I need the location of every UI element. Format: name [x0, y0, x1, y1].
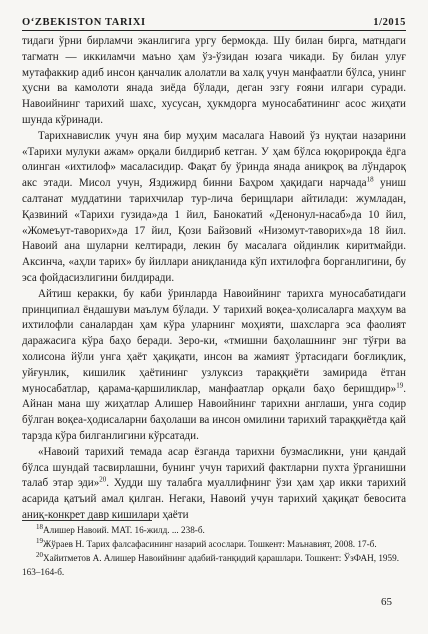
paragraph-3-text: Айтиш керакки, бу каби ўринларда Навоийнинг тарихга муносабатидаги принципиал ёндашуви маълум бўлади. У тарихий воқеа-ҳолисаларга маҳхум ва ихтилофли саналардан ҳам кўра уларнинг моҳияти, шахсларга эса фаолият даражасига кўра баҳо беради. Зеро-ки, «тмишни баҳолашнинг энг тўғри ва холисона йўли унга ҳаёт ҳақиқати, инсон ва жамият ўртасидаги боғлиқлик, уйғунлик, кишилик ҳаётининг узлуксиз тараққиёти замирида ётган муносабатлар, қарама-қаршиликлар, манфаатлар орқали баҳо беришдир»	[22, 287, 406, 395]
paragraph-2-text: Тарихнавислик учун яна бир муҳим масалага Навоий ўз нуқтаи назарини «Тарихи мулуки ажам» орқали билдириб кетган. У ҳам бўлса юқорироқда ёдга олинган «ихтилоф» масаласидир. Фақат бу ўринда янада аниқроқ ва лўндароқ акс этади. Мисол учун, Яздижирд бинни Баҳром ҳақидаги нарчада	[22, 129, 406, 190]
paragraph-2-text-cont: униш салтанат муддатини тарихчилар тур-лича берищлари айтилади: жумладан, Қазвиний «Тарихи гузида»да 1 йил, Банокатий «Денонул-насаб»да 10 йил, «Жомеъут-таворих»да 17 йил, Қози Байзовий «Низомут-таворих»да 18 йил. Навоий ана шуларни келтиради, лекин бу масалага ойдинлик киритмайди. Аксинча, «аҳли тарих» бу йиллари аниқланида кўп ихтилофга борганлигини, бу эса фойдасизлигини билдиради.	[22, 177, 407, 284]
footnote-rule	[22, 520, 152, 521]
footnote-text: Жўраев Н. Тарих фалсафасининг назарий асослари. Тошкент: Маънавият, 2008. 17-б.	[43, 539, 377, 550]
footnote-ref-19[interactable]: 19	[396, 380, 404, 389]
footnote-18	[22, 524, 406, 537]
footnote-ref-18[interactable]: 18	[366, 175, 374, 184]
paragraph-2	[22, 129, 406, 287]
page-number: 65	[381, 596, 392, 608]
paragraph-3-text-cont: . Айнан мана шу жиҳатлар Алишер Навоийнинг тарихни англаши, унга содир бўлган воқеа-ҳодисаларни баҳолаши ва инсон омилини тарихий тараққиётда қай тарзда кўра билганлигини кўрсатади.	[22, 382, 406, 442]
footnote-number: 19	[36, 537, 43, 546]
header-rule	[22, 30, 406, 31]
journal-title: O‘ZBEKISTON TARIXI	[22, 17, 146, 28]
footnote-19	[22, 538, 406, 551]
footnotes	[22, 520, 406, 580]
paragraph-1: тидаги ўрни бирламчи эканлигига ургу бермокда. Шу билан бирга, матндаги тагматн — иккиламчи маъно ҳам ўз-ўзидан юзага чикади. Бу билан улуғ мутафаккир адиб инсон қанчалик алолатли ва халқ учун манфаатли бўлса, унинг ҳусни ва камолоти янада зиёда бўлади, деган эзгу ғояни илгари суради. Навоийнинг тарихий шахс, хусусан, ҳукмдорга муносабатининг асос жиҳати шунда кўринади.	[22, 35, 406, 126]
footnote-text: Хайитметов А. Алишер Навоийнинг адабий-танқидий қарашлари. Тошкент: ЎзФАН, 1959. 163–164-б.	[22, 553, 400, 577]
footnote-ref-20[interactable]: 20	[99, 475, 107, 484]
paragraph-4-text-cont: . Худди шу талабга муаллифнинг ўзи ҳам ҳар икки тарихий асарида қатъий амал қилган. Негаки, Навоий учун тарихий ҳақиқат бевосита аниқ-конкрет давр кишилари ҳаёти	[22, 477, 407, 521]
footnote-20	[22, 552, 406, 578]
footnote-number: 18	[36, 522, 43, 531]
footnote-number: 20	[36, 551, 43, 560]
paragraph-4-text: «Навоий тарихий темада асар ёзганда тарихни бузмасликни, уни қандай бўлса шундай тасвирлашни, бунинг учун тарихий фактларни пухта ўрганишни талаб этар эди»	[22, 445, 406, 490]
article-body	[22, 34, 406, 524]
running-header	[22, 10, 406, 28]
issue-number: 1/2015	[373, 17, 406, 28]
paragraph-3	[22, 287, 406, 445]
footnote-text: Алишер Навоий. МАТ. 16-жилд. ... 238-б.	[43, 525, 205, 535]
paragraph-4	[22, 445, 406, 524]
